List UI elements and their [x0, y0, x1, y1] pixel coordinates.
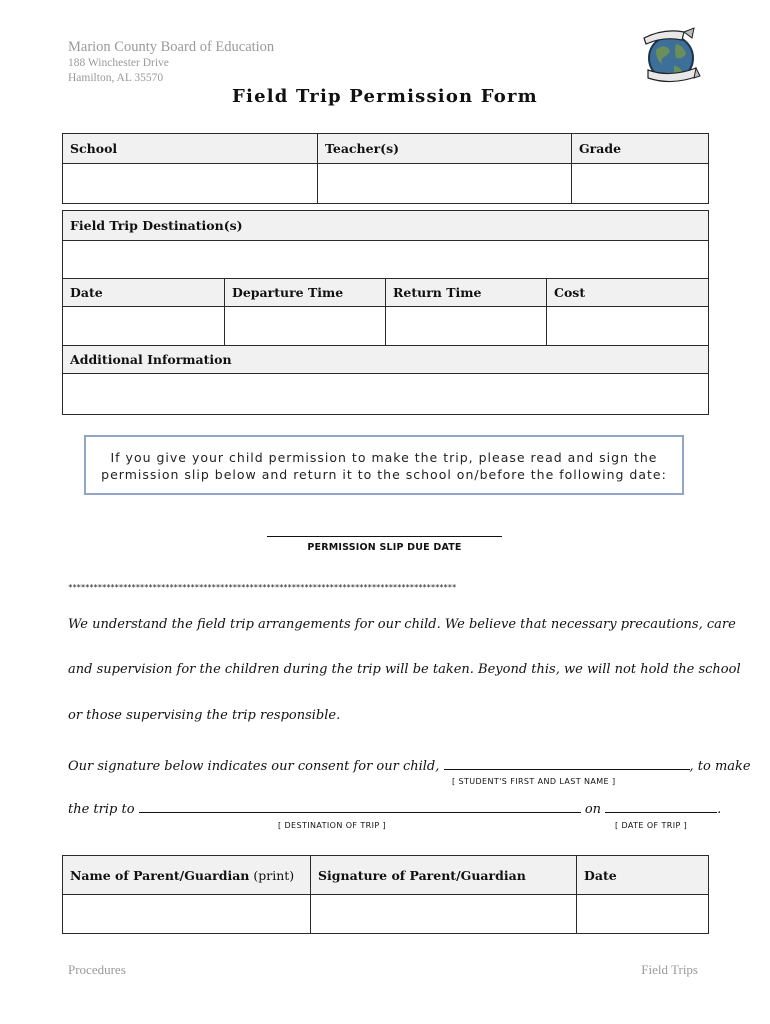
address-line-2: Hamilton, AL 35570 — [68, 72, 164, 84]
destination-line[interactable] — [139, 801, 581, 813]
cost-field[interactable] — [547, 307, 709, 346]
consent-line-5 — [68, 801, 721, 817]
signature-label: Signature of Parent/Guardian — [311, 856, 577, 895]
date-field[interactable] — [63, 307, 225, 346]
signature-date-field[interactable] — [577, 895, 709, 934]
date-label: Date — [63, 279, 225, 307]
teachers-label: Teacher(s) — [318, 134, 572, 164]
additional-info-field[interactable] — [63, 374, 709, 415]
consent-line-2: and supervision for the children during the trip will be taken. Beyond this, we will not hold the school — [68, 662, 741, 677]
consent-line-4-end: , to make — [689, 759, 751, 774]
destination-label: Field Trip Destination(s) — [63, 211, 709, 241]
destination-field[interactable] — [63, 241, 709, 279]
footer-left: Procedures — [68, 962, 126, 977]
grade-field[interactable] — [572, 164, 709, 204]
departure-time-label: Departure Time — [225, 279, 386, 307]
trip-date-caption: [ DATE OF TRIP ] — [615, 821, 688, 830]
parent-name-label: Name of Parent/Guardian (print) — [63, 856, 311, 895]
org-name: Marion County Board of Education — [68, 39, 275, 55]
consent-line-4 — [68, 758, 751, 774]
return-time-field[interactable] — [386, 307, 547, 346]
school-label: School — [63, 134, 318, 164]
consent-line-3: or those supervising the trip responsible. — [68, 708, 341, 723]
parent-name-field[interactable] — [63, 895, 311, 934]
teachers-field[interactable] — [318, 164, 572, 204]
student-name-caption: [ STUDENT'S FIRST AND LAST NAME ] — [452, 777, 616, 786]
separator-line: ******************************************************************************************** — [68, 583, 456, 592]
consent-line-5-end: . — [717, 802, 722, 817]
due-date-line[interactable] — [267, 536, 502, 537]
student-name-line[interactable] — [444, 758, 690, 770]
trip-details-table — [62, 210, 709, 415]
trip-date-line[interactable] — [605, 801, 717, 813]
footer-right: Field Trips — [641, 962, 698, 977]
school-globe-emblem-icon — [640, 24, 702, 92]
instructions-notice — [84, 435, 684, 495]
signature-field[interactable] — [311, 895, 577, 934]
consent-line-5-start: the trip to — [68, 802, 135, 817]
school-field[interactable] — [63, 164, 318, 204]
consent-line-4-start: Our signature below indicates our consent for our child, — [68, 759, 440, 774]
page-title: Field Trip Permission Form — [232, 86, 538, 107]
parent-signature-table — [62, 855, 709, 934]
due-date-label: PERMISSION SLIP DUE DATE — [307, 542, 462, 553]
signature-date-label: Date — [577, 856, 709, 895]
notice-line-1: If you give your child permission to make the trip, please read and sign the — [110, 450, 658, 465]
organization-header — [68, 38, 274, 86]
consent-line-5-on: on — [584, 802, 602, 817]
departure-time-field[interactable] — [225, 307, 386, 346]
school-teacher-grade-table — [62, 133, 709, 204]
address-line-1: 188 Winchester Drive — [68, 57, 169, 69]
consent-line-1: We understand the field trip arrangements for our child. We believe that necessary precautions, care — [68, 617, 736, 632]
notice-line-2: permission slip below and return it to the school on/before the following date: — [101, 467, 667, 482]
cost-label: Cost — [547, 279, 709, 307]
grade-label: Grade — [572, 134, 709, 164]
additional-info-label: Additional Information — [63, 346, 709, 374]
destination-caption: [ DESTINATION OF TRIP ] — [278, 821, 387, 830]
return-time-label: Return Time — [386, 279, 547, 307]
